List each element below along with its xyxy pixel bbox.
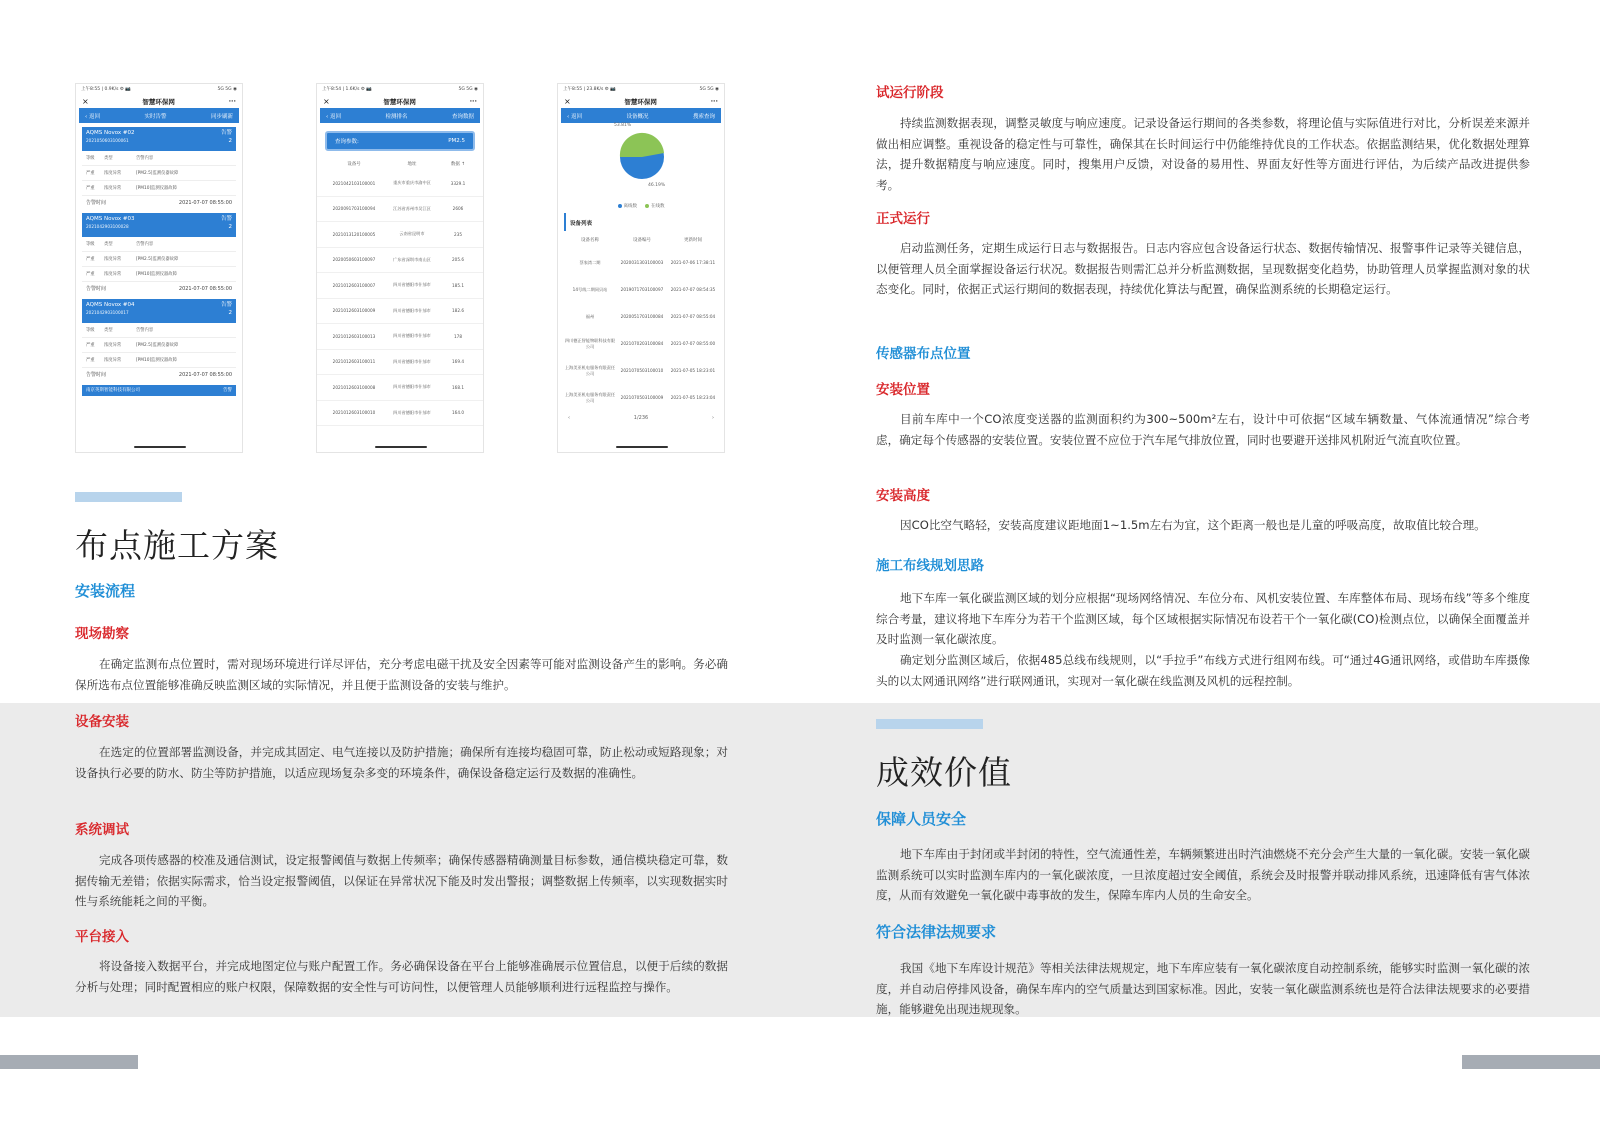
pie-legend — [558, 199, 724, 213]
heading-personnel-safety: 保障人员安全 — [876, 810, 967, 828]
query-value: PM2.5 — [448, 138, 465, 144]
heading-formal-run: 正式运行 — [876, 211, 930, 227]
phone-screenshot-overview — [557, 83, 725, 453]
heading-sensor-position: 传感器布点位置 — [876, 346, 971, 362]
alarm-header-cell: 告警内容 — [136, 328, 154, 333]
home-indicator — [375, 446, 427, 448]
alarm-header-cell: 等级 — [86, 242, 95, 247]
paragraph-install-height: 因CO比空气略轻，安装高度建议距地面1~1.5m左右为宜，这个距离一般也是儿童的呼吸高度，故取值比较合理。 — [900, 518, 1486, 532]
alarm-time-row — [82, 368, 236, 381]
paragraph-personnel-safety: 地下车库由于封闭或半封闭的特性，空气流通性差，车辆频繁进出时汽油燃烧不充分会产生大量的一氧化碳。安装一氧化碳监测系统可以实时监测车库内的一氧化碳浓度，一旦浓度超过安全阈值，系统会及时报警并联动排风系统，迅速降低有害气体浓度，从而有效避免一氧化碳中毒事故的发生，保障车库内人员的生命安全。 — [876, 847, 1530, 903]
ranking-cell: 江苏省苏州市吴江区 — [393, 205, 431, 211]
column-update-time: 更新时间 — [684, 238, 702, 243]
ranking-table-row[interactable] — [317, 273, 483, 299]
app-title: 智慧环保网 — [383, 97, 416, 106]
alarm-table-row — [82, 353, 236, 368]
nav-title: 检测排名 — [385, 113, 408, 120]
device-cell: 2021-07-07 08:55:00 — [670, 341, 716, 346]
device-cell: 2021070203100084 — [620, 341, 664, 346]
back-button[interactable]: ‹ 返回 — [567, 113, 582, 120]
ranking-cell: 四川省德阳市什邡市 — [393, 358, 431, 364]
alarm-table-row — [82, 338, 236, 353]
ranking-table-row[interactable] — [317, 324, 483, 350]
alarm-count: 2 — [228, 224, 232, 230]
ranking-cell: 四川省德阳市什邡市 — [393, 282, 431, 288]
device-cell: 2021070503100010 — [620, 368, 664, 373]
alarm-table-header — [82, 237, 236, 252]
alarm-card-title — [86, 215, 135, 235]
footer-bar-right — [1462, 1055, 1600, 1069]
ranking-cell: 2021012603100009 — [332, 308, 376, 314]
alarm-time-value: 2021-07-07 08:55:00 — [178, 285, 232, 292]
close-icon[interactable]: × — [564, 96, 571, 106]
app-title: 智慧环保网 — [624, 97, 657, 106]
alarm-cell: 严重 — [86, 186, 95, 191]
device-table-row[interactable] — [558, 357, 724, 384]
status-bar — [558, 84, 724, 94]
ranking-cell: 四川省德阳市什邡市 — [393, 307, 431, 313]
status-pie-chart — [558, 123, 724, 199]
alarm-header-cell: 类型 — [104, 242, 113, 247]
device-table-row[interactable] — [558, 384, 724, 411]
page-title-value: 成效价值 — [876, 753, 1012, 792]
alarm-card-id: 2021050603100061 — [86, 138, 129, 143]
device-table-row[interactable] — [558, 249, 724, 276]
legend-offline — [618, 203, 638, 209]
pie-slice-offline — [620, 133, 664, 157]
legend-dot-icon — [618, 204, 622, 208]
ranking-cell: 164.0 — [452, 410, 464, 416]
alarm-cell: 严重 — [86, 358, 95, 363]
device-cell: 2020051703100084 — [620, 314, 664, 319]
footer-bar-left — [0, 1055, 138, 1069]
heading-trial-run: 试运行阶段 — [876, 85, 944, 101]
status-bar — [317, 84, 483, 94]
alarm-card-title — [86, 129, 135, 149]
ranking-cell: 185.1 — [452, 282, 464, 288]
ranking-cell: 2021012603100008 — [332, 384, 376, 390]
alarm-table-row — [82, 181, 236, 196]
home-indicator — [134, 446, 186, 448]
ranking-cell: 178 — [454, 333, 462, 339]
status-right: 5G 5G ◉ — [699, 86, 719, 92]
device-cell: 2021-07-07 08:54:35 — [670, 287, 716, 292]
ranking-cell: 182.6 — [452, 308, 464, 314]
alarm-badge: 告警 — [220, 216, 232, 222]
ranking-table-row[interactable] — [317, 375, 483, 401]
device-table-row[interactable] — [558, 303, 724, 330]
ranking-table-row[interactable] — [317, 299, 483, 325]
alarm-time-label: 告警时间 — [86, 200, 107, 206]
alarm-header-cell: 类型 — [104, 156, 113, 161]
search-button[interactable]: 搜索查询 — [692, 113, 715, 120]
alarm-cell: 浓度异常 — [104, 358, 122, 363]
column-device-id: 设备号 — [347, 162, 361, 167]
status-left: 上午8:54 | 1.6K/s ⚙ 📷 — [322, 87, 372, 92]
column-device-name: 设备名称 — [581, 238, 599, 243]
alarm-table-header — [82, 323, 236, 338]
alarm-card[interactable] — [82, 213, 236, 295]
ranking-cell: 四川省德阳市什邡市 — [393, 333, 431, 339]
alarm-card-header — [82, 213, 236, 237]
ranking-table-row[interactable] — [317, 248, 483, 274]
section-accent-bar — [876, 719, 983, 729]
page-indicator: 1/236 — [633, 415, 649, 421]
back-button[interactable]: ‹ 返回 — [85, 113, 100, 120]
ranking-table-row[interactable] — [317, 222, 483, 248]
alarm-card-name: 南京英斯智能科技有限公司 — [86, 388, 140, 393]
alarm-cell: 严重 — [86, 272, 95, 277]
pie-label-online: 46.19% — [648, 183, 666, 188]
home-indicator — [616, 446, 668, 448]
device-cell: 上海美亚机电服务有限责任公司 — [564, 391, 616, 403]
alarm-badge: 告警 — [220, 302, 232, 308]
legend-offline-label: 离线数 — [623, 204, 637, 209]
ranking-cell: 2020091703100094 — [332, 206, 376, 212]
back-button[interactable]: ‹ 返回 — [326, 113, 341, 120]
alarm-table-header — [82, 151, 236, 166]
nav-bar — [320, 108, 480, 123]
device-cell: 2019071703100097 — [620, 287, 664, 292]
next-page-icon[interactable]: › — [711, 415, 714, 421]
app-title-bar — [558, 94, 724, 108]
app-title-bar — [317, 94, 483, 108]
alarm-table-row — [82, 267, 236, 282]
paragraph-system-debug: 完成各项传感器的校准及通信测试，设定报警阈值与数据上传频率；确保传感器精确测量目标参数，通信模块稳定可靠，数据传输无差错；依据实际需求，恰当设定报警阈值，以保证在异常状况下能及时发出警报；调整数据上传频率，以实现数据实时性与系统能耗之间的平衡。 — [75, 853, 728, 909]
ranking-cell: 2606 — [452, 206, 464, 212]
alarm-card-name: AQMS Novox #02 — [86, 130, 135, 136]
alarm-time-row — [82, 282, 236, 295]
device-cell: 2021-07-05 18:23:04 — [670, 395, 716, 400]
heading-legal-compliance: 符合法律法规要求 — [876, 923, 997, 941]
paragraph-wiring-network: 确定划分监测区域后，依据485总线布线规则，以“手拉手”布线方式进行组网布线。可“通过4G通讯网络，或借助车库摄像头的以太网通讯网络”进行联网通讯，实现对一氧化碳在线监测及风机的远程控制。 — [876, 653, 1530, 688]
alarm-card-header — [82, 127, 236, 151]
status-right: 5G 5G ◉ — [458, 86, 478, 92]
alarm-count: 2 — [228, 310, 232, 316]
ranking-cell: 四川省德阳市什邡市 — [393, 409, 431, 415]
device-table-row[interactable] — [558, 330, 724, 357]
alarm-table-row — [82, 252, 236, 267]
heading-system-debug: 系统调试 — [75, 822, 129, 838]
alarm-card-name: AQMS Novox #04 — [86, 302, 135, 308]
alarm-cell: [PM2.5]监测仪器故障 — [136, 171, 179, 176]
ranking-cell: 168.1 — [452, 384, 464, 390]
paragraph-device-install: 在选定的位置部署监测设备，并完成其固定、电气连接以及防护措施；确保所有连接均稳固可靠，防止松动或短路现象；对设备执行必要的防水、防尘等防护措施，以适应现场复杂多变的环境条件，确保设备稳定运行及数据的准确性。 — [75, 745, 728, 780]
alarm-time-row — [82, 196, 236, 209]
alarm-cell: 浓度异常 — [104, 257, 122, 262]
heading-install-position: 安装位置 — [876, 382, 930, 398]
query-parameter-select[interactable] — [325, 131, 475, 151]
phone-screenshot-alarms — [75, 83, 243, 453]
status-left: 上午8:55 | 23.8K/s ⚙ 📷 — [563, 87, 616, 92]
device-cell: 14号线二期同贝站 — [572, 286, 608, 292]
ranking-cell: 3329.1 — [450, 180, 466, 186]
column-device-id: 设备编号 — [633, 238, 651, 243]
heading-device-install: 设备安装 — [75, 714, 129, 730]
column-address: 地址 — [407, 162, 417, 167]
alarm-count: 2 — [228, 138, 232, 144]
paragraph-formal-run: 启动监测任务，定期生成运行日志与数据报告。日志内容应包含设备运行状态、数据传输情况、报警事件记录等关键信息，以便管理人员全面掌握设备运行状况。数据报告则需汇总并分析监测数据，呈现数据变化趋势，协助管理人员掌握监测对象的状态变化。同时，依据正式运行期间的数据表现，持续优化算法与配置，确保监测系统的长期稳定运行。 — [876, 241, 1530, 297]
alarm-card-list — [76, 127, 242, 381]
close-icon[interactable]: × — [82, 96, 89, 106]
alarm-time-value: 2021-07-07 08:55:00 — [178, 371, 232, 378]
alarm-card[interactable] — [82, 127, 236, 209]
alarm-cell: [PM10]监测仪器故障 — [136, 272, 177, 277]
status-bar — [76, 84, 242, 94]
ranking-table-row[interactable] — [317, 171, 483, 197]
ranking-cell: 云南省昆明市 — [399, 231, 425, 237]
heading-wiring-plan: 施工布线规划思路 — [876, 558, 984, 574]
ranking-cell: 2021012603100013 — [332, 333, 376, 339]
device-cell: 蔡家湾二期 — [579, 259, 601, 265]
status-right: 5G 5G ◉ — [217, 86, 237, 92]
pagination — [558, 411, 724, 425]
device-cell: 2021070503100009 — [620, 395, 664, 400]
phone-screenshot-ranking — [316, 83, 484, 453]
ranking-table-row[interactable] — [317, 350, 483, 376]
alarm-card-badge-group — [221, 301, 232, 321]
device-table-header — [558, 231, 724, 249]
alarm-table-row — [82, 166, 236, 181]
alarm-cell: [PM2.5]监测仪器故障 — [136, 257, 179, 262]
ranking-table-header — [317, 157, 483, 171]
nav-title: 设备概况 — [626, 113, 649, 120]
ranking-cell: 169.4 — [452, 359, 464, 365]
alarm-card-name: AQMS Novox #03 — [86, 216, 135, 222]
device-cell: 2021-07-05 18:23:01 — [670, 368, 716, 373]
alarm-card-badge-group — [221, 215, 232, 235]
alarm-card-title — [86, 301, 135, 321]
query-data-button[interactable]: 查询数据 — [451, 113, 474, 120]
device-table-row[interactable] — [558, 276, 724, 303]
alarm-cell: [PM10]监测仪器故障 — [136, 186, 177, 191]
device-list-title: 设备列表 — [564, 213, 718, 231]
ranking-cell: 2021012603100010 — [332, 410, 376, 416]
status-left: 上午8:55 | 0.9K/s ⚙ 📷 — [81, 87, 131, 92]
alarm-cell: 浓度异常 — [104, 186, 122, 191]
close-icon[interactable]: × — [323, 96, 330, 106]
ranking-table-body — [317, 171, 483, 426]
legend-dot-icon — [645, 204, 649, 208]
more-icon[interactable]: ··· — [228, 97, 236, 105]
heading-install-process: 安装流程 — [75, 582, 136, 600]
ranking-table-row[interactable] — [317, 401, 483, 427]
paragraph-install-position: 目前车库中一个CO浓度变送器的监测面积约为300~500m²左右，设计中可依据“区域车辆数量、气体流通情况”综合考虑，确定每个传感器的安装位置。安装位置不应位于汽车尾气排放位置，同时也要避开送排风机附近气流直吹位置。 — [876, 412, 1530, 447]
device-cell: 上海美亚机电服务有限责任公司 — [564, 364, 616, 376]
ranking-cell: 2021012603100007 — [332, 282, 376, 288]
pie-label-offline: 53.81% — [614, 123, 632, 128]
heading-site-survey: 现场勘察 — [75, 626, 129, 642]
alarm-badge: 告警 — [223, 388, 232, 393]
device-cell: 2021-07-07 08:55:04 — [670, 314, 716, 319]
alarm-cell: 严重 — [86, 343, 95, 348]
alarm-header-cell: 等级 — [86, 328, 95, 333]
more-icon[interactable]: ··· — [469, 97, 477, 105]
ranking-cell: 广东省深圳市南山区 — [393, 256, 431, 262]
section-accent-bar — [75, 492, 182, 502]
ranking-cell: 2020050603100097 — [332, 257, 376, 263]
device-cell: 2021-07-06 17:38:11 — [670, 260, 716, 265]
ranking-cell: 四川省德阳市什邡市 — [393, 384, 431, 390]
paragraph-trial-run: 持续监测数据表现，调整灵敏度与响应速度。记录设备运行期间的各类参数，将理论值与实际值进行对比，分析误差来源并做出相应调整。重视设备的稳定性与可靠性，确保其在长时间运行中仍能维持优良的工作状态。依据监测结果，优化数据处理算法，提升数据精度与响应速度。同时，搜集用户反馈，对设备的易用性、界面友好性等方面进行评估，为后续产品改进提供参考。 — [876, 116, 1530, 192]
paragraph-legal-compliance: 我国《地下车库设计规范》等相关法律法规规定，地下车库应装有一氧化碳浓度自动控制系统，能够实时监测一氧化碳的浓度，并自动启停排风设备，确保车库内的空气质量达到国家标准。因此，安装一氧化碳监测系统也是符合法律法规要求的必要措施，能够避免出现违规现象。 — [876, 961, 1530, 1017]
alarm-header-cell: 类型 — [104, 328, 113, 333]
alarm-card-partial[interactable] — [82, 385, 236, 396]
app-title-bar — [76, 94, 242, 108]
paragraph-site-survey: 在确定监测布点位置时，需对现场环境进行详尽评估，充分考虑电磁干扰及安全因素等可能对监测设备产生的影响。务必确保所选布点位置能够准确反映监测区域的实际情况，并且便于监测设备的安装与维护。 — [75, 657, 728, 692]
alarm-card-id: 2021042903100017 — [86, 310, 129, 315]
alarm-time-value: 2021-07-07 08:55:00 — [178, 199, 232, 206]
alarm-header-cell: 等级 — [86, 156, 95, 161]
alarm-cell: 严重 — [86, 257, 95, 262]
legend-online — [645, 203, 665, 209]
alarm-cell: 浓度异常 — [104, 171, 122, 176]
ranking-cell: 235 — [454, 231, 462, 237]
alarm-header-cell: 告警内容 — [136, 156, 154, 161]
alarm-cell: [PM2.5]监测仪器故障 — [136, 343, 179, 348]
prev-page-icon[interactable]: ‹ — [568, 415, 570, 421]
heading-install-height: 安装高度 — [876, 488, 930, 504]
refresh-button[interactable]: 同步刷新 — [210, 113, 233, 120]
query-label: 查询参数: — [335, 139, 359, 145]
alarm-card-badge-group — [221, 129, 232, 149]
alarm-cell: 严重 — [86, 171, 95, 176]
alarm-header-cell: 告警内容 — [136, 242, 154, 247]
alarm-time-label: 告警时间 — [86, 286, 107, 292]
nav-bar — [561, 108, 721, 123]
alarm-card-header — [82, 299, 236, 323]
heading-platform-access: 平台接入 — [75, 929, 129, 945]
ranking-table-row[interactable] — [317, 197, 483, 223]
nav-bar — [79, 108, 239, 123]
alarm-cell: 浓度异常 — [104, 272, 122, 277]
alarm-badge: 告警 — [220, 130, 232, 136]
ranking-cell: 2021042103100001 — [332, 180, 376, 186]
paragraph-platform-access: 将设备接入数据平台，并完成地图定位与账户配置工作。务必确保设备在平台上能够准确展示位置信息，以便于后续的数据分析与处理；同时配置相应的账户权限，保障数据的安全性与可访问性，以便管理人员能够顺利进行远程监控与操作。 — [75, 959, 728, 994]
paragraph-wiring-zones: 地下车库一氧化碳监测区域的划分应根据“现场网络情况、车位分布、风机安装位置、车库整体布局、现场布线”等多个维度综合考量，建议将地下车库分为若干个监测区域，每个区域根据实际情况布设若干个一氧化碳(CO)检测点位，以确保全面覆盖并及时监测一氧化碳浓度。 — [876, 591, 1530, 647]
ranking-cell: 2021013120100005 — [332, 231, 376, 237]
ranking-cell: 205.6 — [452, 257, 464, 263]
ranking-cell: 2021012603100011 — [332, 359, 376, 365]
more-icon[interactable]: ··· — [710, 97, 718, 105]
legend-online-label: 在线数 — [651, 204, 665, 209]
device-cell: 福州 — [585, 313, 595, 319]
alarm-time-label: 告警时间 — [86, 372, 107, 378]
alarm-cell: 浓度异常 — [104, 343, 122, 348]
alarm-cell: [PM10]监测仪器故障 — [136, 358, 177, 363]
alarm-card-id: 2021042903100028 — [86, 224, 129, 229]
pie-chart-svg — [610, 125, 674, 189]
alarm-card[interactable] — [82, 299, 236, 381]
device-table-body — [558, 249, 724, 411]
column-data-sort[interactable]: 数据 ↑ — [450, 162, 466, 167]
device-cell: 四川德正智能物联科技有限公司 — [564, 337, 616, 349]
ranking-cell: 重庆市重庆市渝中区 — [393, 180, 431, 186]
page-title-layout-plan: 布点施工方案 — [75, 526, 279, 565]
device-cell: 2020031303100003 — [620, 260, 664, 265]
app-title: 智慧环保网 — [142, 97, 175, 106]
nav-title: 实时告警 — [144, 113, 167, 120]
